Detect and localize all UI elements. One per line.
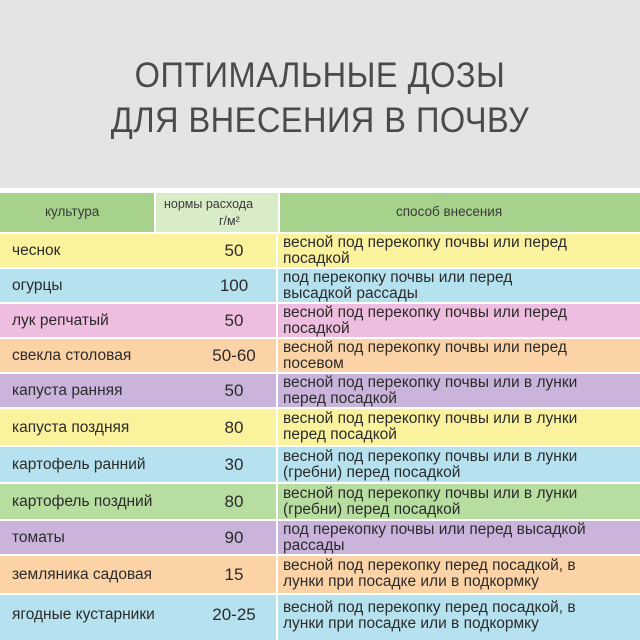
dose-value: 50-60 <box>212 346 256 365</box>
method-line-1: весной под перекопку почвы или перед <box>283 304 567 321</box>
crop-name: томаты <box>12 529 65 546</box>
method-text <box>283 270 639 302</box>
crop-name: лук репчатый <box>12 312 109 329</box>
method-line-1: весной под перекопку перед посадкой, в <box>283 557 576 574</box>
method-line-2: высадкой рассады <box>283 285 418 302</box>
dose-value: 90 <box>224 528 244 547</box>
table-row <box>0 339 640 372</box>
method-line-1: под перекопку почвы или перед <box>283 269 513 286</box>
method-line-1: весной под перекопку почвы или перед <box>283 234 567 251</box>
table-row <box>0 269 640 302</box>
dose-value: 15 <box>224 565 244 584</box>
method-line-2: лунки при посадке или в подкормку <box>283 573 539 590</box>
table-row <box>0 484 640 519</box>
method-line-1: весной под перекопку почвы или в лунки <box>283 410 578 427</box>
method-line-2: посадкой <box>283 250 350 267</box>
crop-name: чеснок <box>12 242 61 259</box>
method-text <box>283 486 639 518</box>
method-line-2: (гребни) перед посадкой <box>283 464 461 481</box>
method-line-1: весной под перекопку перед посадкой, в <box>283 599 576 616</box>
table-row <box>0 374 640 407</box>
table-row <box>0 521 640 554</box>
method-text <box>283 558 639 590</box>
method-line-2: посевом <box>283 355 344 372</box>
page-title-line-1: ОПТИМАЛЬНЫЕ ДОЗЫ <box>134 56 506 95</box>
page-title-line-2: ДЛЯ ВНЕСЕНИЯ В ПОЧВУ <box>110 101 530 140</box>
dose-value: 80 <box>224 492 244 511</box>
crop-name: капуста поздняя <box>12 419 130 436</box>
crop-name: огурцы <box>12 277 63 294</box>
method-line-1: весной под перекопку почвы или в лунки <box>283 448 578 465</box>
dose-value: 20-25 <box>212 605 256 624</box>
table-header <box>0 193 640 232</box>
dose-value: 50 <box>224 311 244 330</box>
table-row <box>0 595 640 640</box>
dose-value: 80 <box>224 418 244 437</box>
header-crop-label: культура <box>45 204 100 219</box>
crop-name: картофель ранний <box>12 456 146 473</box>
method-text <box>283 449 639 481</box>
method-line-2: перед посадкой <box>283 390 397 407</box>
method-line-1: весной под перекопку почвы или в лунки <box>283 374 578 391</box>
header-norm-label: нормы расхода <box>164 197 254 211</box>
table-row <box>0 556 640 593</box>
title-panel <box>0 0 640 188</box>
crop-name: свекла столовая <box>12 347 132 364</box>
method-text <box>283 375 639 407</box>
method-text <box>283 340 639 372</box>
crop-name: картофель поздний <box>12 493 153 510</box>
dose-value: 50 <box>224 381 244 400</box>
header-norm-unit: г/м² <box>219 214 240 228</box>
table-row <box>0 304 640 337</box>
method-line-2: (гребни) перед посадкой <box>283 501 461 518</box>
method-text <box>283 411 639 443</box>
method-line-2: посадкой <box>283 320 350 337</box>
method-line-2: лунки при посадке или в подкормку <box>283 615 539 632</box>
header-method-label: способ внесения <box>396 204 503 219</box>
crop-name: земляника садовая <box>12 566 153 583</box>
method-text <box>283 305 639 337</box>
crop-name: ягодные кустарники <box>12 606 155 623</box>
method-line-2: перед посадкой <box>283 426 397 443</box>
dose-value: 100 <box>219 276 249 295</box>
method-line-1: весной под перекопку почвы или перед <box>283 339 567 356</box>
crop-name: капуста ранняя <box>12 382 123 399</box>
dose-value: 30 <box>224 455 244 474</box>
dose-value: 50 <box>224 241 244 260</box>
method-text <box>283 522 639 554</box>
table-row <box>0 447 640 482</box>
method-text <box>283 600 639 632</box>
table-row <box>0 234 640 267</box>
table-row <box>0 409 640 445</box>
method-line-1: под перекопку почвы или перед высадкой <box>283 521 586 538</box>
method-line-1: весной под перекопку почвы или в лунки <box>283 485 578 502</box>
method-text <box>283 235 639 267</box>
method-line-2: рассады <box>283 537 345 554</box>
